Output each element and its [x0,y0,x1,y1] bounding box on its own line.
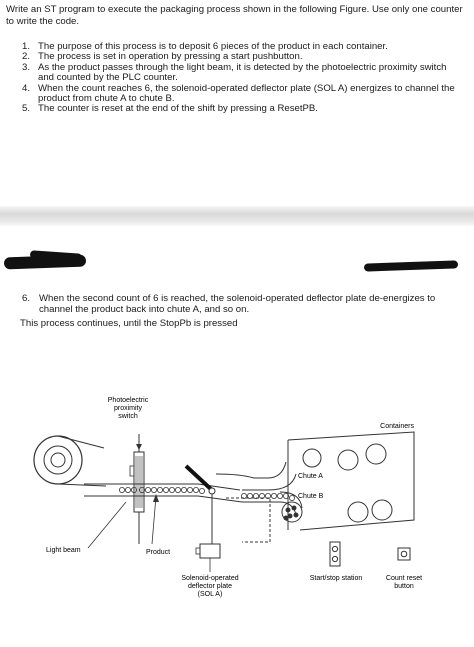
solenoid-label-line1: Solenoid-operated [181,575,239,582]
step-text: When the second count of 6 is reached, the solenoid-operated deflector plate de-energizes to channel the product back into chute A, and so on. [39,293,436,315]
start-stop-label: Start/stop station [309,575,363,582]
containers-label: Containers [380,423,414,430]
conveyor [84,484,242,502]
step-number: 3. [22,61,31,73]
start-stop-station [330,542,340,566]
count-reset-button [398,548,410,560]
chute-b-label: Chute B [298,493,324,500]
step-text: The process is set in operation by pressing a start pushbutton. [38,51,303,63]
step-item [14,84,464,105]
step-number: 4. [22,82,31,94]
count-reset-label-line1: Count reset [385,575,423,582]
step-number: 2. [22,51,31,63]
photoelectric-switch [130,434,144,544]
solenoid-label-line2: deflector plate [188,583,232,590]
step-text: The purpose of this process is to deposit 6 pieces of the product in each container. [38,41,388,52]
light-source-reel [34,436,106,486]
product-items-chute [241,493,294,500]
continuation-text: This process continues, until the StopPb is pressed [20,318,238,329]
step-number: 5. [22,103,31,115]
photoelectric-label-line2: proximity [113,405,143,412]
solenoid-sol-a [196,544,220,572]
step-text: As the product passes through the light beam, it is detected by the photoelectric proximity switch and counted by the PLC counter. [38,61,447,84]
container-items [282,444,392,522]
step-number: 6. [22,293,31,304]
redaction-mark-right [364,260,458,271]
step-text: When the count reaches 6, the solenoid-operated deflector plate (SOL A) energizes to channel the product from chute A to chute B. [38,82,455,105]
light-beam-label: Light beam [46,547,81,554]
page-break-band [0,206,474,226]
product-label: Product [146,549,171,556]
step-item [14,63,464,84]
product-items [119,487,204,493]
container-conveyor [288,432,414,530]
step-text: The counter is reset at the end of the shift by pressing a ResetPB. [38,103,318,115]
photoelectric-label-line3: switch [118,413,138,420]
count-reset-label-line2: button [394,583,414,590]
solenoid-label-line3: (SOL A) [197,591,223,598]
photoelectric-label-line1: Photoelectric [107,397,149,404]
packaging-process-figure [30,394,450,624]
step-item [14,104,464,114]
steps-list [14,42,464,115]
intro-text: Write an ST program to execute the packaging process shown in the following Figure. Use only one counter to write the code. [6,4,463,27]
step-number: 1. [22,41,31,52]
chute-a-label: Chute A [298,473,323,480]
step-6 [22,294,462,315]
chute-a [216,462,296,490]
